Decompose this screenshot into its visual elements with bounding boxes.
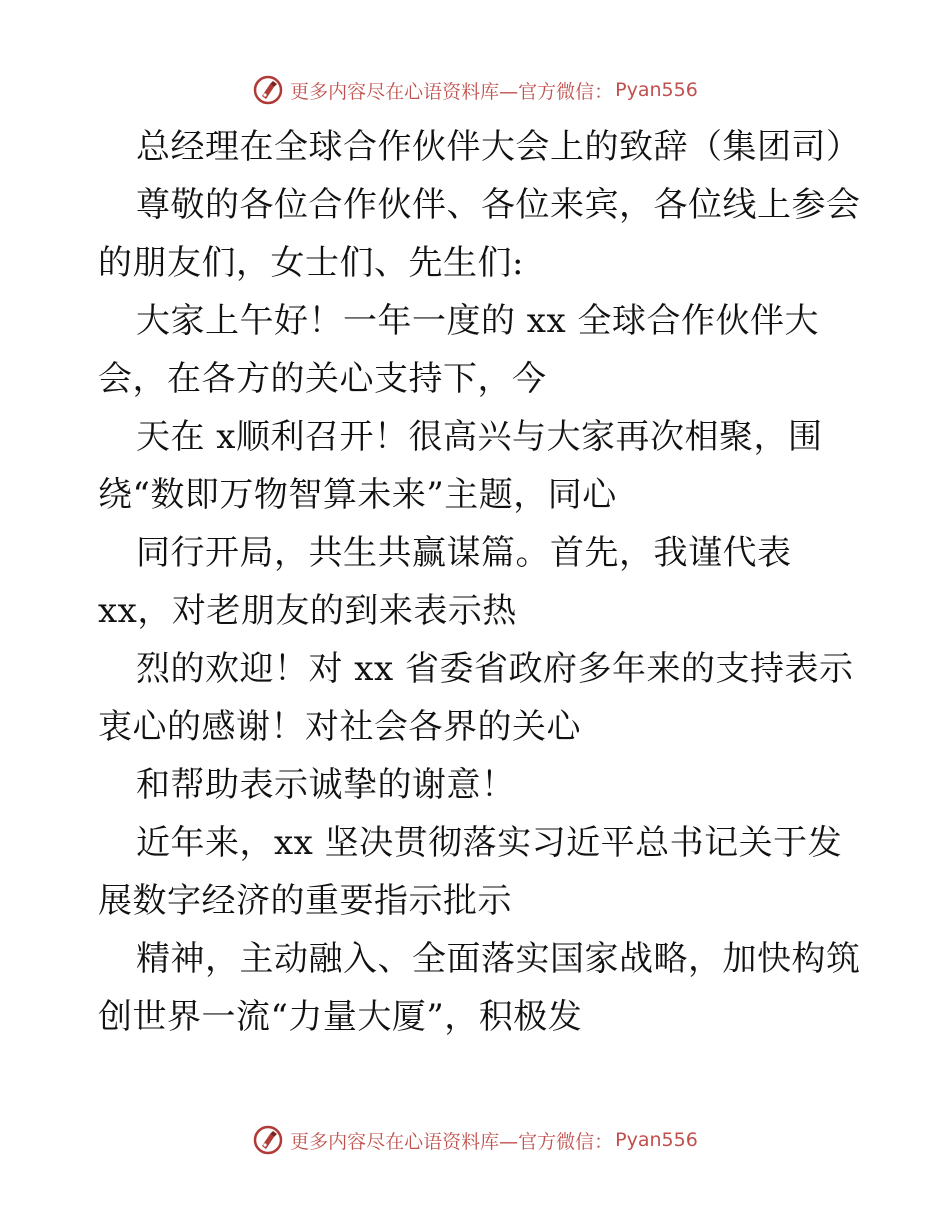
document-body — [98, 118, 868, 1046]
watermark-account: Pyan556 — [615, 1129, 698, 1151]
watermark-account: Pyan556 — [615, 79, 698, 101]
text-line: 会，在各方的关心支持下，今 — [98, 359, 547, 399]
document-title: 总经理在全球合作伙伴大会上的致辞（集团司） — [136, 127, 861, 167]
pen-nib-icon — [252, 1124, 284, 1156]
text-line: 展数字经济的重要指示批示 — [98, 881, 512, 921]
text-line: 大家上午好！一年一度的 xx 全球合作伙伴大 — [136, 301, 819, 341]
text-line: 绕“数即万物智算未来”主题，同心 — [98, 475, 617, 515]
watermark-text: 更多内容尽在心语资料库—官方微信： — [290, 1130, 614, 1153]
text-line: 天在 x顺利召开！很高兴与大家再次相聚，围 — [136, 417, 823, 457]
text-line: 近年来，xx 坚决贯彻落实习近平总书记关于发 — [136, 823, 843, 863]
text-line: 尊敬的各位合作伙伴、各位来宾，各位线上参会 — [136, 185, 861, 225]
text-line: xx，对老朋友的到来表示热 — [98, 591, 517, 631]
text-line: 精神，主动融入、全面落实国家战略，加快构筑 — [136, 939, 861, 979]
watermark-text: 更多内容尽在心语资料库—官方微信： — [290, 80, 614, 103]
pen-nib-icon — [252, 74, 284, 106]
text-line: 衷心的感谢！对社会各界的关心 — [98, 707, 581, 747]
text-line: 同行开局，共生共赢谋篇。首先，我谨代表 — [136, 533, 792, 573]
footer-watermark — [0, 1120, 950, 1160]
text-line: 烈的欢迎！对 xx 省委省政府多年来的支持表示 — [136, 649, 854, 689]
text-line: 的朋友们，女士们、先生们: — [98, 243, 524, 283]
text-line: 创世界一流“力量大厦”，积极发 — [98, 997, 583, 1037]
header-watermark — [0, 70, 950, 110]
text-line: 和帮助表示诚挚的谢意！ — [136, 765, 516, 805]
